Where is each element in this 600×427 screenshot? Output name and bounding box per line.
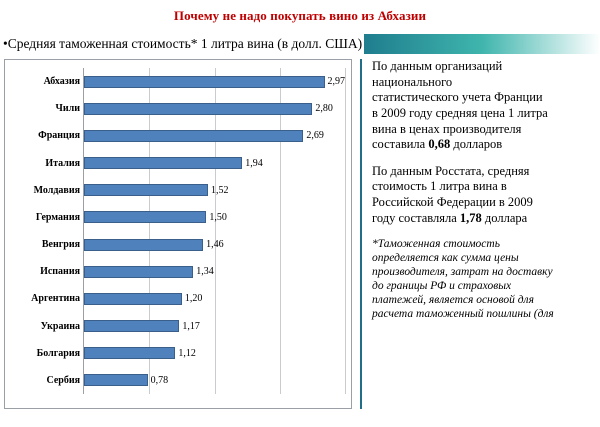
chart-value-label: 1,52 [210, 184, 229, 196]
footnote-line5: платежей, является основой для [372, 294, 534, 307]
chart-bar [84, 130, 303, 142]
chart-value-label: 1,94 [245, 157, 263, 169]
chart-bar [84, 76, 325, 88]
chart-category-label: Молдавия [33, 184, 80, 196]
chart-value-label: 1,20 [184, 293, 203, 305]
page-title: Почему не надо покупать вино из Абхазии [173, 8, 427, 23]
p2-line1: По данным Росстата, средняя [372, 163, 530, 178]
footnote-line4: до границы РФ и страховых [372, 280, 512, 293]
chart-subtitle: •Средняя таможенная стоимость* 1 литра вина (в долл. США) [3, 36, 363, 51]
p2-line2: стоимость 1 литра вина в [372, 179, 507, 194]
commentary-paragraph-2 [372, 164, 592, 227]
commentary-paragraph-1 [372, 59, 592, 153]
chart-bar [84, 374, 148, 386]
chart-category-label: Украина [40, 320, 80, 332]
chart-bar-row [31, 285, 345, 312]
chart-bar-row [45, 150, 345, 177]
chart-bar-row [36, 340, 345, 367]
decorative-gradient-bar [364, 34, 600, 54]
footnote-line6: расчета таможенный пошлины (для [372, 308, 554, 321]
russia-price-value: 1,78 [459, 210, 482, 225]
chart-category-label: Болгария [36, 347, 80, 359]
commentary-panel [360, 59, 592, 409]
chart-category-label: Германия [35, 211, 80, 223]
chart-value-label: 2,97 [327, 76, 345, 88]
chart-category-label: Аргентина [31, 293, 80, 305]
chart-bar [84, 239, 203, 251]
p1-line6 [372, 137, 592, 153]
chart-plot-area [31, 68, 345, 394]
chart-category-label: Франция [38, 130, 80, 142]
p1-line4: в 2009 году средняя цена 1 литра [372, 105, 548, 120]
chart-category-label: Абхазия [43, 76, 80, 88]
chart-bar-row [40, 258, 345, 285]
chart-bar-row [55, 95, 345, 122]
chart-bar [84, 266, 193, 278]
p2-line4-post: доллара [481, 210, 528, 225]
chart-value-label: 1,46 [206, 239, 224, 251]
p1-line6-pre: составила [372, 137, 429, 152]
bar-chart [4, 59, 352, 409]
chart-value-label: 2,69 [306, 130, 324, 142]
p1-line5: вина в ценах производителя [372, 121, 522, 136]
footnote-line1: *Таможенная стоимость [372, 238, 500, 251]
p2-line3: Российской Федерации в 2009 [372, 195, 533, 209]
footnote-line3: производителя, затрат на доставку [372, 266, 553, 279]
chart-bar-row [43, 68, 345, 95]
subtitle-row [0, 33, 600, 55]
chart-value-label: 2,80 [315, 103, 333, 115]
chart-bar [84, 211, 206, 223]
chart-bar [84, 347, 175, 359]
chart-category-label: Венгрия [41, 239, 80, 251]
p2-line4 [372, 211, 592, 227]
chart-category-label: Сербия [46, 374, 80, 386]
chart-bar-row [40, 313, 345, 340]
chart-category-label: Италия [45, 157, 80, 169]
chart-bar-row [35, 204, 345, 231]
chart-bar-row [41, 231, 345, 258]
p1-line3: статистического учета Франции [372, 90, 543, 105]
chart-bar [84, 320, 179, 332]
chart-value-label: 0,78 [150, 374, 169, 386]
chart-bar-row [46, 367, 345, 394]
chart-bar [84, 157, 242, 169]
chart-category-label: Чили [55, 103, 80, 115]
chart-value-label: 1,17 [182, 320, 200, 332]
chart-bar [84, 184, 208, 196]
p1-line2: национального [372, 74, 453, 89]
p1-line1: По данным организаций [372, 59, 503, 73]
chart-bar [84, 293, 182, 305]
footnote-line2: определяется как сумма цены [372, 252, 519, 265]
chart-gridline [345, 68, 346, 394]
chart-value-label: 1,50 [209, 211, 227, 223]
chart-bar-row [33, 177, 345, 204]
slide-content [0, 59, 600, 409]
p2-line4-pre: году составляла [372, 210, 460, 225]
footnote [372, 237, 592, 321]
chart-bar-row [38, 122, 345, 149]
p1-line6-post: долларов [450, 137, 503, 152]
chart-value-label: 1,34 [196, 266, 214, 278]
chart-value-label: 1,12 [178, 347, 196, 359]
france-price-value: 0,68 [428, 137, 451, 152]
chart-category-label: Испания [40, 266, 80, 278]
chart-bar [84, 103, 312, 115]
